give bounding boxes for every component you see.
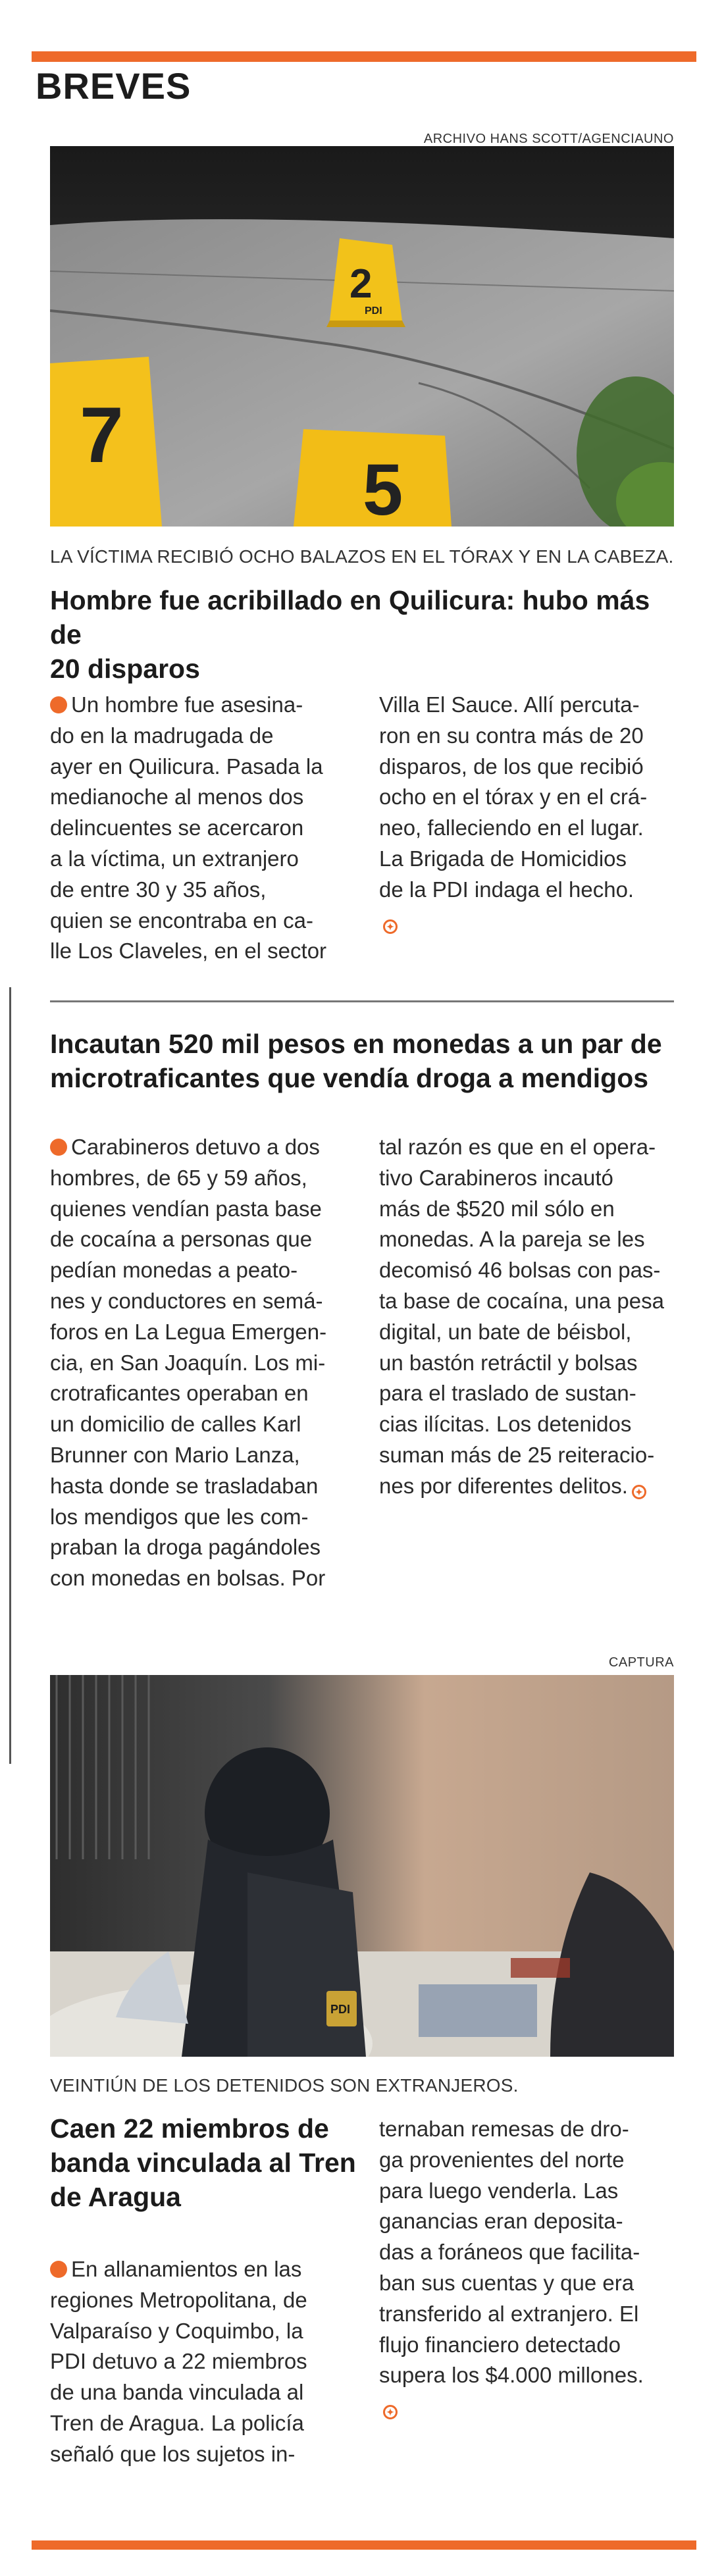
crime-scene-photo xyxy=(50,146,674,527)
svg-text:5: 5 xyxy=(363,450,403,527)
bullet-icon xyxy=(50,2261,67,2278)
article-headline: Hombre fue acribillado en Quilicura: hubo más de 20 disparos xyxy=(50,585,650,684)
article-body-column-2: ternaban remesas de dro- ga provenientes del norte para luego venderla. Las ganancias eran deposita- das a foráneos que facilita- ban sus cuentas y que era transferido al extranjero. El flujo financiero detectado supera los $4.000 millones. ✦ xyxy=(379,2114,688,2422)
bullet-icon xyxy=(50,1139,67,1156)
police-raid-photo xyxy=(50,1675,674,2057)
article-headline: Caen 22 miembros de banda vinculada al Tren de Aragua xyxy=(50,2113,356,2212)
article-body-column-1: Carabineros detuvo a dos hombres, de 65 y 59 años, quienes vendían pasta base de cocaína a personas que pedían monedas a peato- nes y conductores en semá- foros en La Legua Emergen- cia, en San Joaquín. Los mi- crotraficantes operaban en un domicilio de calles Karl Brunner con Mario Lanza, hasta donde se trasladaban los mendigos que les com- praban la droga pagándoles con monedas en bolsas. Por xyxy=(50,1135,327,1591)
article-body-column-2: tal razón es que en el opera- tivo Carabineros incautó más de $520 mil sólo en monedas. A la pareja se les decomisó 46 bolsas con pas- ta base de cocaína, una pesa digital, un bate de béisbol, un bastón retráctil y bolsas para el traslado de sustan- cias ilícitas. Los detenidos suman más de 25 reiteracio- nes por diferentes delitos. ✦ xyxy=(379,1135,664,1498)
photo-caption: LA VÍCTIMA RECIBIÓ OCHO BALAZOS EN EL TÓRAX Y EN LA CABEZA. xyxy=(50,546,674,567)
photo-credit: ARCHIVO HANS SCOTT/AGENCIAUNO xyxy=(423,132,674,146)
svg-text:7: 7 xyxy=(80,391,124,479)
svg-text:2: 2 xyxy=(349,261,373,307)
photo-credit: CAPTURA xyxy=(608,1655,674,1670)
end-mark-icon: ✦ xyxy=(632,1485,646,1499)
article-body-column-1: Un hombre fue asesina- do en la madrugada de ayer en Quilicura. Pasada la medianoche al menos dos delincuentes se acercaron a la víctima, un extranjero de entre 30 y 35 años, quien se encontraba en ca- lle Los Claveles, en el sector xyxy=(50,692,327,964)
left-margin-rule xyxy=(9,987,11,1764)
svg-text:PDI: PDI xyxy=(365,305,382,317)
section-title: BREVES xyxy=(36,65,192,107)
top-accent-rule xyxy=(32,51,696,62)
article-body-column-1: En allanamientos en las regiones Metropolitana, de Valparaíso y Coquimbo, la PDI detuvo a 22 miembros de una banda vinculada al Tren de Aragua. La policía señaló que los sujetos in- xyxy=(50,2257,307,2466)
article-body-column-2: Villa El Sauce. Allí percuta- ron en su contra más de 20 disparos, de los que recibió ocho en el tórax y en el crá- neo, falleciendo en el lugar. La Brigada de Homicidios de la PDI indaga el hecho. ✦ xyxy=(379,690,688,936)
end-mark-icon: ✦ xyxy=(383,919,398,934)
svg-text:PDI: PDI xyxy=(330,2003,351,2016)
article-divider xyxy=(50,1000,674,1002)
end-mark-icon: ✦ xyxy=(383,2405,398,2419)
article-headline: Incautan 520 mil pesos en monedas a un par de microtraficantes que vendía droga a mendigos xyxy=(50,1029,662,1093)
photo-caption: VEINTIÚN DE LOS DETENIDOS SON EXTRANJEROS. xyxy=(50,2075,519,2096)
bottom-accent-rule xyxy=(32,2540,696,2550)
bullet-icon xyxy=(50,696,67,713)
